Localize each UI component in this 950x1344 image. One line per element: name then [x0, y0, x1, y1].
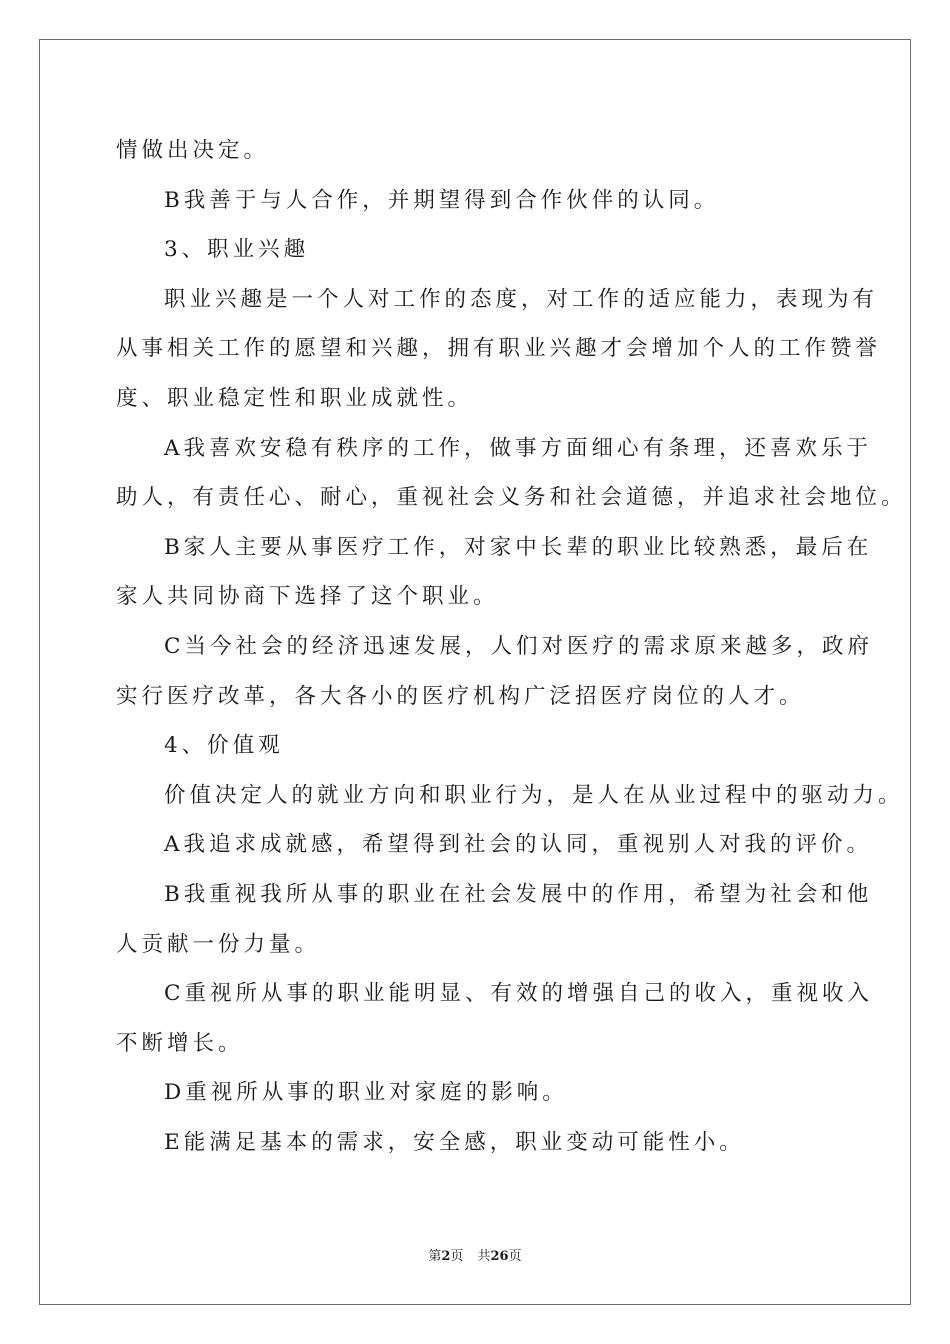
text-line: C重视所从事的职业能明显、有效的增强自己的收入，重视收入 — [164, 981, 873, 1007]
text-line: A我追求成就感，希望得到社会的认同，重视别人对我的评价。 — [164, 832, 873, 858]
text-line: B家人主要从事医疗工作，对家中长辈的职业比较熟悉，最后在 — [164, 534, 873, 560]
text-line: 职业兴趣是一个人对工作的态度，对工作的适应能力，表现为有 — [164, 286, 879, 312]
text-line: 家人共同协商下选择了这个职业。 — [116, 584, 499, 610]
page-number: 2 — [441, 1249, 451, 1264]
text-line: 度、职业稳定性和职业成就性。 — [116, 385, 474, 411]
document-body — [116, 126, 907, 1167]
text-line: 价值决定人的就业方向和职业行为，是人在从业过程中的驱动力。 — [164, 782, 904, 808]
page-footer — [0, 1248, 950, 1266]
text-line: B我善于与人合作，并期望得到合作伙伴的认同。 — [164, 187, 720, 213]
page-suffix: 页 — [450, 1249, 464, 1264]
text-line: E能满足基本的需求，安全感，职业变动可能性小。 — [164, 1129, 745, 1155]
text-line: D重视所从事的职业对家庭的影响。 — [164, 1080, 568, 1106]
text-line: 不断增长。 — [116, 1030, 244, 1056]
text-line: B我重视我所从事的职业在社会发展中的作用，希望为社会和他 — [164, 881, 873, 907]
total-pages: 26 — [490, 1249, 509, 1264]
section-heading: 3、职业兴趣 — [164, 237, 310, 263]
text-line: 助人，有责任心、耐心，重视社会义务和社会道德，并追求社会地位。 — [116, 485, 907, 511]
text-line: C当今社会的经济迅速发展，人们对医疗的需求原来越多，政府 — [164, 633, 873, 659]
total-prefix: 共 — [477, 1249, 491, 1264]
text-line: A我喜欢安稳有秩序的工作，做事方面细心有条理，还喜欢乐于 — [164, 435, 873, 461]
text-line: 从事相关工作的愿望和兴趣，拥有职业兴趣才会增加个人的工作赞誉 — [116, 336, 882, 362]
total-suffix: 页 — [508, 1249, 522, 1264]
text-line: 情做出决定。 — [116, 138, 270, 163]
text-line: 实行医疗改革，各大各小的医疗机构广泛招医疗岗位的人才。 — [116, 683, 805, 709]
page-prefix: 第 — [428, 1249, 442, 1264]
text-line: 人贡献一份力量。 — [116, 931, 321, 957]
section-heading: 4、价值观 — [164, 733, 284, 759]
